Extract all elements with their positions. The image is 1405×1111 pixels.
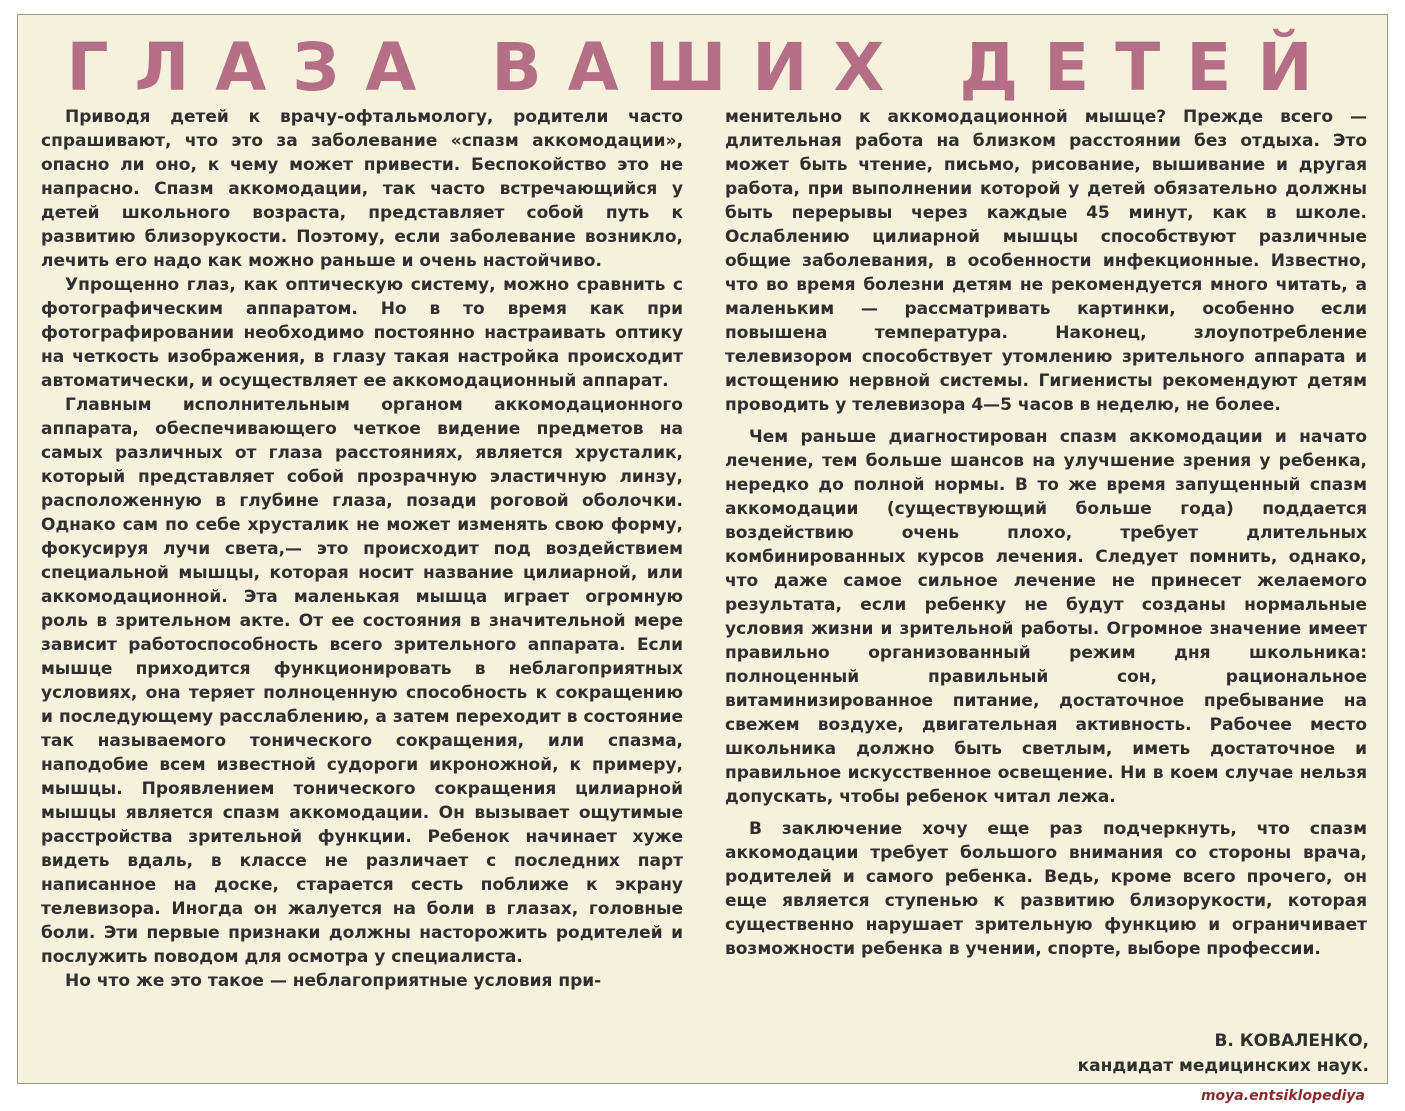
paragraph: В заключение хочу еще раз подчеркнуть, что спазм аккомодации требует большого внимания со стороны врача, родителей и самого ребенка. Ведь, кроме всего прочего, он еще является ступенью к развитию близорукости, которая существенно нарушает зрительную функцию и ограничивает возможности ребенка в учении, спорте, выборе профессии. [725, 819, 1367, 959]
paragraph: Главным исполнительным органом аккомодационного аппарата, обеспечивающего четкое видение предметов на самых различных от глаза расстояниях, является хрусталик, который представляет собой прозрачную эластичную линзу, расположенную в глубине глаза, позади роговой оболочки. Однако сам по себе хрусталик не может изменять свою форму, фокусируя лучи света,— это происходит под воздействием специальной мышцы, которая носит название цилиарной, или аккомодационной. Эта маленькая мышца играет огромную роль в зрительном акте. От ее состояния в значительной мере зависит работоспособность всего зрительного аппарата. Если мышце приходится функционировать в неблагоприятных условиях, она теряет полноценную способность к сокращению и последующему расслаблению, а затем переходит в состояние так называемого тонического сокращения, или спазма, наподобие всем известной судороги икроножной, к примеру, мышцы. Проявлением тонического сокращения цилиарной мышцы является спазм аккомодации. Он вызывает ощутимые расстройства зрительной функции. Ребенок начинает хуже видеть вдаль, в классе не различает с последних парт написанное на доске, старается сесть поближе к экрану телевизора. Иногда он жалуется на боли в глазах, головные боли. Эти первые признаки должны насторожить родителей и послужить поводом для осмотра у специалиста. [41, 395, 683, 967]
left-column [41, 105, 683, 993]
paragraph: менительно к аккомодационной мышце? Прежде всего — длительная работа на близком расстоянии без отдыха. Это может быть чтение, письмо, рисование, вышивание и другая работа, при выполнении которой у детей обязательно должны быть перерывы через каждые 45 минут, как в школе. Ослаблению цилиарной мышцы способствуют различные общие заболевания, в особенности инфекционные. Известно, что во время болезни детям не рекомендуется много читать, а маленьким — рассматривать картинки, особенно если повышена температура. Наконец, злоупотребление телевизором способствует утомлению зрительного аппарата и истощению нервной системы. Гигиенисты рекомендуют детям проводить у телевизора 4—5 часов в неделю, не более. [725, 107, 1367, 415]
watermark: moya.entsiklopediya [1200, 1088, 1365, 1104]
author-name: В. КОВАЛЕНКО, [1214, 1031, 1369, 1051]
author-signature [1078, 1029, 1369, 1079]
paragraph: Приводя детей к врачу-офтальмологу, родители часто спрашивают, что это за заболевание «спазм аккомодации», опасно ли оно, к чему может привести. Беспокойство это не напрасно. Спазм аккомодации, так часто встречающийся у детей школьного возраста, представляет собой путь к развитию близорукости. Поэтому, если заболевание возникло, лечить его надо как можно раньше и очень настойчиво. [41, 107, 683, 271]
paragraph: Чем раньше диагностирован спазм аккомодации и начато лечение, тем больше шансов на улучшение зрения у ребенка, нередко до полной нормы. В то же время запущенный спазм аккомодации (существующий больше года) поддается воздействию очень плохо, требует длительных комбинированных курсов лечения. Следует помнить, однако, что даже самое сильное лечение не принесет желаемого результата, если ребенку не будут созданы нормальные условия жизни и зрительной работы. Огромное значение имеет правильно организованный режим дня школьника: полноценный правильный сон, рациональное витаминизированное питание, достаточное пребывание на свежем воздухе, двигательная активность. Рабочее место школьника должно быть светлым, иметь достаточное и правильное искусственное освещение. Ни в коем случае нельзя допускать, чтобы ребенок читал лежа. [725, 427, 1367, 807]
magazine-page [17, 14, 1388, 1084]
right-column [725, 105, 1367, 961]
paragraph: Но что же это такое — неблагоприятные условия при- [65, 971, 602, 991]
article-title: ГЛАЗА ВАШИХ ДЕТЕЙ [66, 29, 1339, 106]
author-title: кандидат медицинских наук. [1077, 1056, 1369, 1076]
paragraph: Упрощенно глаз, как оптическую систему, можно сравнить с фотографическим аппаратом. Но в то время как при фотографировании необходимо постоянно настраивать оптику на четкость изображения, в глазу такая настройка происходит автоматически, и осуществляет ее аккомодационный аппарат. [41, 275, 683, 391]
